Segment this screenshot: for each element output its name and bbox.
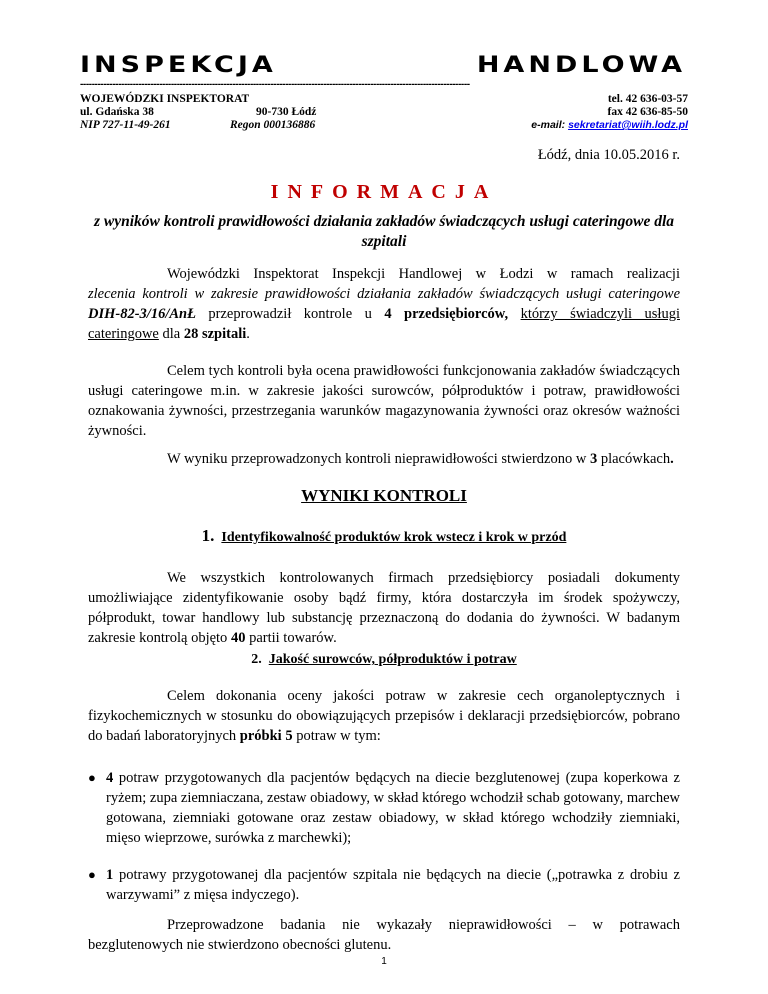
logo-word-inspekcja: INSPEKCJA (80, 52, 277, 78)
section-2-bold: próbki 5 (239, 728, 293, 744)
bullet-icon: ● (88, 770, 96, 785)
intro-paragraph-2 (88, 361, 680, 441)
intro-text-d: którzy świadczyli usługi cateringowe (88, 306, 680, 342)
section-1-heading (0, 526, 768, 548)
logo-wordmark (80, 53, 686, 78)
nip: NIP 727-11-49-261 (80, 119, 171, 131)
header-row-3 (80, 118, 688, 132)
intro-end: . (246, 326, 250, 342)
intro-text-b: zlecenia kontroli w zakresie prawidłowości działania zakładów świadczących usługi cateringowe (88, 286, 680, 302)
section-2-text-a: Celem dokonania oceny jakości potraw w zakresie cech organoleptycznych i fizykochemicznych w stosunku do obowiązujących przepisów i deklaracji przedsiębiorców, pobrano do badań laboratoryjnych (88, 688, 680, 744)
bullet-count: 4 (106, 770, 114, 786)
section-1-paragraph (88, 568, 680, 648)
fax: fax 42 636-85-50 (607, 106, 688, 118)
intro-text-a: Wojewódzki Inspektorat Inspekcji Handlowej w Łodzi w ramach realizacji (167, 266, 680, 282)
tel: tel. 42 636-03-57 (607, 93, 688, 105)
bullet-text: potraw przygotowanych dla pacjentów będących na diecie bezglutenowej (zupa koperkowa z ryżem; zupa ziemniaczana, zestaw obiadowy, w skład którego wchodził schab gotowany, marchew gotowana, ziemniaki gotowane oraz zestaw obiadowy, w skład którego wchodziły ziemniaki, mięso wieprzowe, surówka z marchewki); (106, 770, 680, 846)
intro-paragraph-1 (88, 264, 680, 344)
header-row-2 (80, 105, 688, 119)
section-2-closing (88, 915, 680, 955)
intro-p3-text: W wyniku przeprowadzonych kontroli nieprawidłowości stwierdzono w (167, 451, 587, 467)
email-link[interactable]: sekretariat@wiih.lodz.pl (568, 119, 688, 131)
intro-p2-text: Celem tych kontroli była ocena prawidłowości funkcjonowania zakładów świadczących usługi cateringowe m.in. w zakresie jakości surowców, półproduktów i potraw, prawidłowości oznakowania żywności, przestrzegania warunków magazynowania żywności oraz okresów ważności żywności. (88, 363, 680, 439)
bullet-count: 1 (106, 867, 114, 883)
section-2-number: 2. (251, 652, 262, 667)
regon: Regon 000136886 (230, 119, 316, 131)
list-item (88, 768, 680, 848)
section-2-heading (0, 650, 768, 670)
intro-p3-end: . (670, 451, 674, 467)
results-heading-text: WYNIKI KONTROLI (301, 486, 467, 505)
list-item (88, 865, 680, 905)
section-1-text-b: partii towarów. (245, 630, 337, 646)
header-row-1 (80, 92, 688, 106)
intro-code: DIH-82-3/16/AnŁ (88, 306, 196, 322)
section-1-title: Identyfikowalność produktów krok wstecz i krok w przód (221, 530, 567, 545)
document-title: INFORMACJA (270, 181, 498, 203)
section-1-count: 40 (230, 630, 246, 646)
section-2-text-b: potraw w tym: (292, 728, 381, 744)
section-2-closing-text: Przeprowadzone badania nie wykazały nieprawidłowości – w potrawach bezglutenowych nie stwierdzono obecności glutenu. (88, 917, 680, 953)
logo-word-handlowa: HANDLOWA (476, 52, 686, 78)
section-1-text-a: We wszystkich kontrolowanych firmach przedsiębiorcy posiadali dokumenty umożliwiające zidentyfikowanie osoby bądź firmy, która dostarczyła im środek spożywczy, półprodukt, towar handlowy lub substancję przeznaczoną do dodania do żywności. W badanym zakresie kontrolą objęto (88, 570, 680, 646)
email-label: e-mail: (531, 119, 566, 131)
document-subtitle: z wyników kontroli prawidłowości działania zakładów świadczących usługi cateringowe dla szpitali (93, 213, 675, 250)
address-city: 90-730 Łódź (256, 106, 317, 118)
document-date: Łódź, dnia 10.05.2016 r. (537, 147, 680, 163)
intro-paragraph-3 (88, 449, 680, 469)
section-2-paragraph (88, 686, 680, 746)
intro-text-e: dla (158, 326, 184, 342)
results-heading (0, 486, 768, 506)
intro-hospitals: 28 szpitali (183, 326, 247, 342)
intro-count: 4 przedsiębiorców, (384, 306, 509, 322)
page-number: 1 (381, 956, 387, 967)
address-street: ul. Gdańska 38 (80, 106, 154, 118)
section-1-number: 1. (201, 526, 215, 545)
email-block (531, 118, 688, 132)
bullet-text: potrawy przygotowanej dla pacjentów szpitala nie będących na diecie („potrawka z drobiu z warzywami” z mięsa indyczego). (106, 867, 680, 903)
bullet-icon: ● (88, 867, 96, 882)
intro-p3-count: 3 (589, 451, 598, 467)
org-name: WOJEWÓDZKI INSPEKTORAT (80, 93, 250, 105)
section-2-title: Jakość surowców, półproduktów i potraw (268, 652, 517, 667)
intro-text-c: przeprowadził kontrole u (195, 306, 385, 322)
intro-p3-text-b: placówkach (600, 451, 671, 467)
header-divider: ------------------------------------------------------------------------------------------------------------------------------------- (80, 80, 470, 90)
